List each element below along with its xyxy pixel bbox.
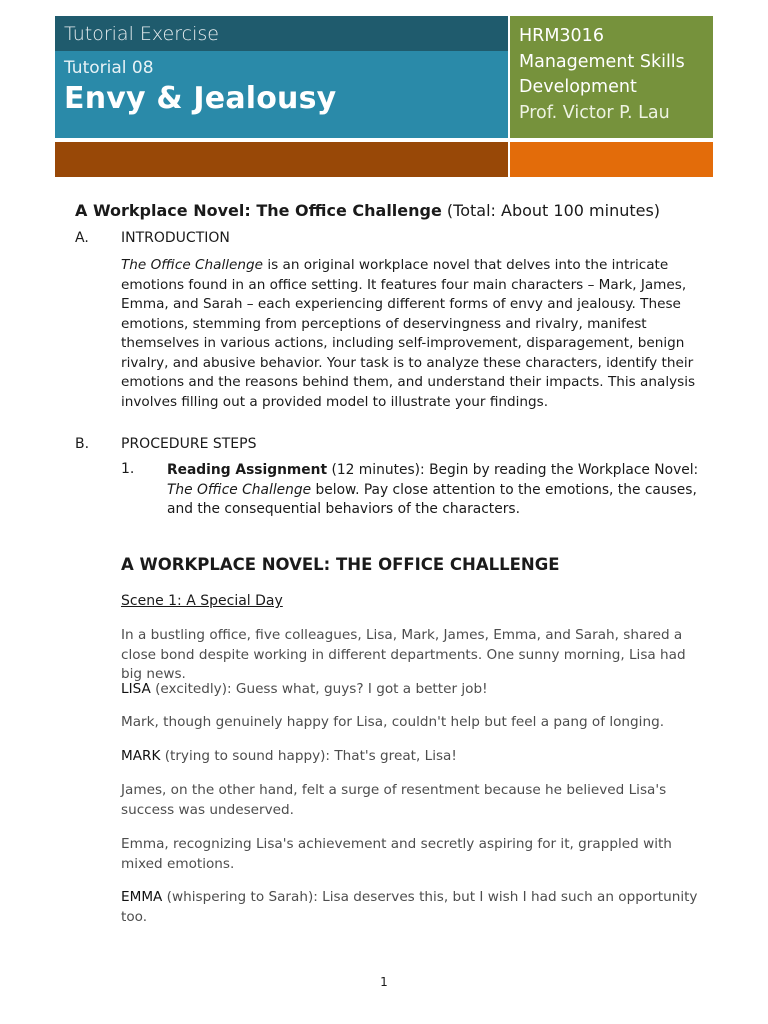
step-1-number: 1. bbox=[121, 461, 135, 477]
professor-name: Prof. Victor P. Lau bbox=[519, 102, 670, 123]
decorative-band-orange bbox=[510, 142, 713, 177]
dialogue-emma-text: (whispering to Sarah): Lisa deserves this, but I wish I had such an opportunity too. bbox=[121, 889, 698, 925]
speaker-mark: MARK bbox=[121, 748, 161, 764]
dialogue-lisa-text: (excitedly): Guess what, guys? I got a better job! bbox=[150, 681, 488, 697]
course-code: HRM3016 bbox=[519, 26, 604, 46]
header-title-block bbox=[55, 16, 508, 138]
step-1-text bbox=[167, 461, 707, 520]
speaker-lisa: LISA bbox=[121, 681, 151, 697]
page-number: 1 bbox=[380, 975, 388, 989]
dialogue-lisa bbox=[121, 680, 701, 700]
document-heading-bold: A Workplace Novel: The Office Challenge bbox=[75, 201, 442, 220]
section-b-title: PROCEDURE STEPS bbox=[121, 436, 257, 452]
introduction-text: is an original workplace novel that delves into the intricate emotions found in an office setting. It features four main characters – Mark, James, Emma, and Sarah – each experiencing different forms of envy and jealousy. These emotions, stemming from perceptions of deservingness and rivalry, manifest themselves in various actions, including self-improvement, disparagement, benign rivalry, and abusive behavior. Your task is to analyze these characters, identify their emotions and the reasons behind them, and understand their impacts. This analysis involves filling out a provided model to illustrate your findings. bbox=[121, 257, 696, 410]
course-name-line-2: Development bbox=[519, 77, 637, 97]
document-heading bbox=[75, 201, 660, 220]
introduction-novel-name: The Office Challenge bbox=[121, 257, 264, 273]
document-heading-duration: (Total: About 100 minutes) bbox=[441, 201, 661, 220]
step-1-text-part-2: below. Pay close attention to the emotions, the causes, and the consequential behaviors of the characters. bbox=[167, 481, 697, 517]
course-name-line-1: Management Skills bbox=[519, 51, 685, 72]
decorative-band-brown bbox=[55, 142, 508, 177]
novel-paragraph-3: James, on the other hand, felt a surge of resentment because he believed Lisa's success was undeserved. bbox=[121, 782, 667, 818]
introduction-paragraph bbox=[121, 256, 701, 412]
novel-paragraph-4: Emma, recognizing Lisa's achievement and secretly aspiring for it, grappled with mixed emotions. bbox=[121, 836, 672, 872]
header-label: Tutorial Exercise bbox=[55, 16, 508, 51]
step-1-bold: Reading Assignment bbox=[167, 462, 328, 478]
dialogue-emma bbox=[121, 888, 701, 927]
section-a-title: INTRODUCTION bbox=[121, 230, 230, 246]
step-1-text-part-1: (12 minutes): Begin by reading the Workplace Novel: bbox=[327, 462, 699, 478]
step-1-novel-name: The Office Challenge bbox=[167, 481, 312, 498]
section-a-letter: A. bbox=[75, 230, 89, 246]
course-info-block bbox=[510, 16, 713, 138]
dialogue-mark bbox=[121, 747, 701, 767]
dialogue-mark-text: (trying to sound happy): That's great, Lisa! bbox=[160, 748, 457, 764]
header-title-panel bbox=[55, 51, 508, 138]
novel-paragraph-2: Mark, though genuinely happy for Lisa, couldn't help but feel a pang of longing. bbox=[121, 714, 665, 730]
scene-heading: Scene 1: A Special Day bbox=[121, 593, 283, 609]
speaker-emma: EMMA bbox=[121, 889, 163, 905]
section-b-letter: B. bbox=[75, 436, 90, 452]
novel-paragraph-1: In a bustling office, five colleagues, Lisa, Mark, James, Emma, and Sarah, shared a close bond despite working in different departments. One sunny morning, Lisa had big news. bbox=[121, 627, 686, 682]
tutorial-number: Tutorial 08 bbox=[64, 58, 154, 78]
tutorial-title: Envy & Jealousy bbox=[64, 81, 337, 116]
novel-title: A WORKPLACE NOVEL: THE OFFICE CHALLENGE bbox=[121, 555, 560, 574]
